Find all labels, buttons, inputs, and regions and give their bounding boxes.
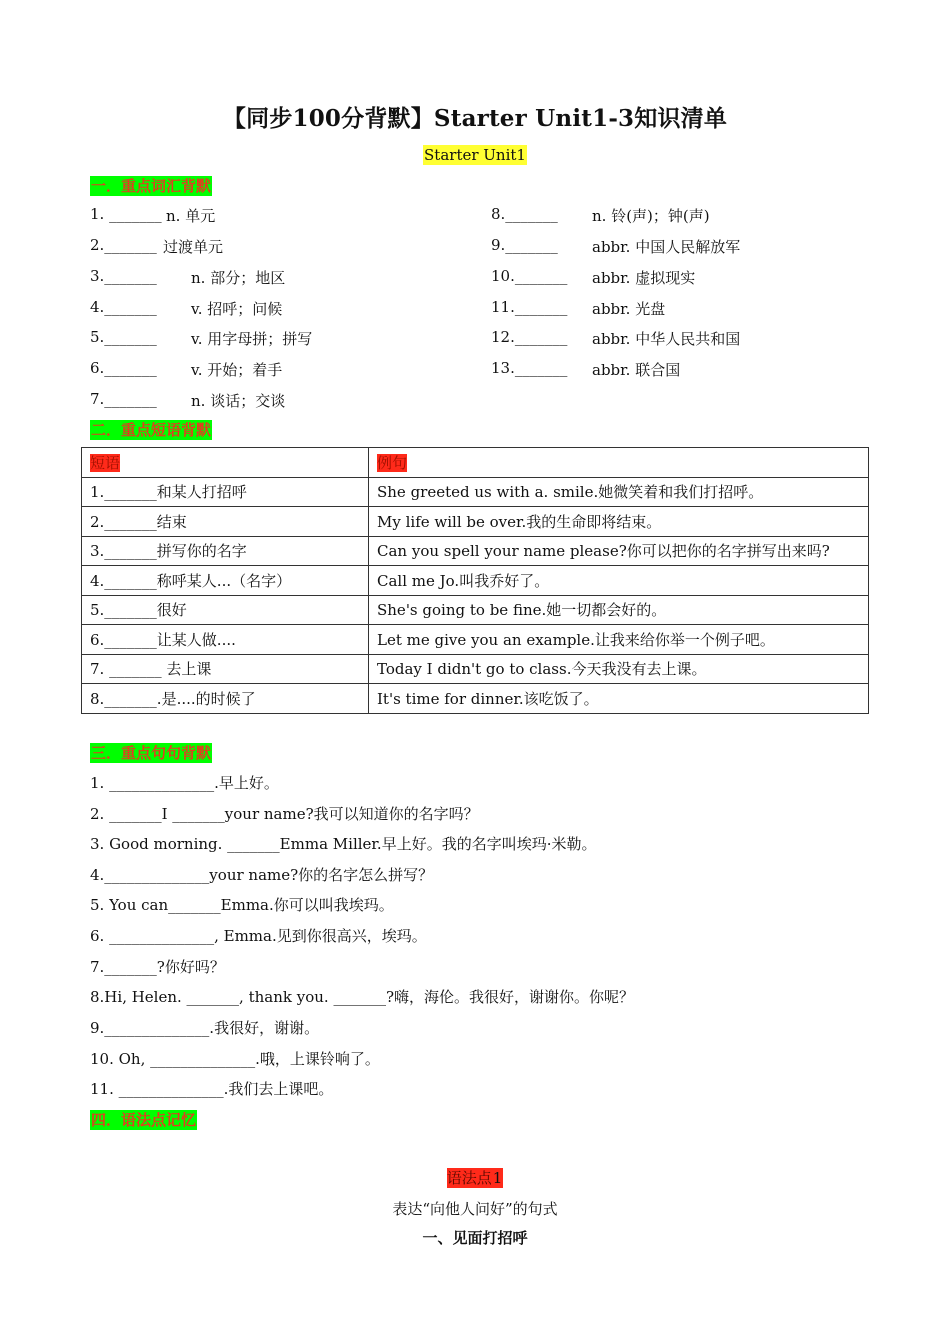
table-row [82,625,869,655]
table-row [82,654,869,684]
phrase-cell: 4._______称呼某人...（名字） [82,566,369,596]
phrase-cell: 6._______让某人做.... [82,625,369,655]
section-vocab-text: 一．重点词汇背默 [91,177,212,195]
table-row [82,684,869,714]
table-header-row [82,448,869,478]
sentence-item: 9.______________.我很好，谢谢。 [90,1019,320,1037]
vocab-item-number: 12._______ [491,328,568,346]
sentence-item: 5. You can_______Emma.你可以叫我埃玛。 [90,896,394,914]
section-phrases-heading [90,419,212,440]
table-row [82,477,869,507]
vocab-item-definition: abbr. 虚拟现实 [592,269,696,287]
table-row [82,566,869,596]
table-header-cell [369,448,869,478]
example-cell: She greeted us with a. smile.她微笑着和我们打招呼。 [369,477,869,507]
vocab-item-definition: v. 用字母拼；拼写 [191,330,313,348]
vocab-item-definition: v. 招呼；问候 [191,300,283,318]
grammar-point-badge: 语法点 [446,1169,492,1187]
vocab-item-number: 4._______ [90,298,157,316]
grammar-point-number: 1 [492,1169,503,1187]
vocab-item-definition: 过渡单元 [163,238,224,256]
vocab-item-number: 1. _______ [90,205,162,223]
phrase-cell: 2._______结束 [82,507,369,537]
table-header-cell [82,448,369,478]
vocab-item-definition: n. 部分；地区 [191,269,286,287]
table-row [82,595,869,625]
table-row [82,507,869,537]
section-sentences-heading [90,742,212,763]
phrase-cell: 7. _______ 去上课 [82,654,369,684]
example-cell: It's time for dinner.该吃饭了。 [369,684,869,714]
sentence-item: 6. ______________, Emma.见到你很高兴，埃玛。 [90,927,427,945]
sentence-item: 2. _______I _______your name?我可以知道你的名字吗？ [90,805,479,823]
vocab-item-definition: abbr. 光盘 [592,300,666,318]
sentence-item: 4.______________your name?你的名字怎么拼写？ [90,866,434,884]
grammar-point-subtitle: 表达“向他人问好”的句式 [392,1200,558,1218]
sentence-item: 11. ______________.我们去上课吧。 [90,1080,334,1098]
example-cell: Today I didn't go to class.今天我没有去上课。 [369,654,869,684]
vocab-item-number: 11._______ [491,298,568,316]
section-vocab-heading [90,175,212,196]
vocab-item-definition: n. 单元 [166,207,216,225]
sentence-item: 7._______?你好吗？ [90,958,225,976]
sentence-item: 1. ______________.早上好。 [90,774,279,792]
header-phrase: 短语 [90,453,121,472]
example-cell: My life will be over.我的生命即将结束。 [369,507,869,537]
phrase-cell: 5._______很好 [82,595,369,625]
phrase-cell: 1._______和某人打招呼 [82,477,369,507]
vocab-item-number: 9._______ [491,236,558,254]
unit-label-text: Starter Unit1 [424,146,526,164]
example-cell: Call me Jo.叫我乔好了。 [369,566,869,596]
vocab-item-number: 7._______ [90,390,157,408]
header-example: 例句 [377,453,408,472]
section-grammar-text: 四．语法点记忆 [91,1111,197,1129]
example-cell: Let me give you an example.让我来给你举一个例子吧。 [369,625,869,655]
section-grammar-heading [90,1109,197,1130]
vocab-item-definition: abbr. 中国人民解放军 [592,238,741,256]
phrase-table [81,447,869,714]
phrase-cell: 3._______拼写你的名字 [82,536,369,566]
sentence-item: 10. Oh, ______________.哦，上课铃响了。 [90,1050,380,1068]
vocab-item-definition: abbr. 中华人民共和国 [592,330,741,348]
vocab-item-number: 8._______ [491,205,558,223]
unit-label [0,146,950,164]
vocab-item-definition: v. 开始；着手 [191,361,283,379]
vocab-item-definition: n. 谈话；交谈 [191,392,286,410]
example-cell: She's going to be fine.她一切都会好的。 [369,595,869,625]
sentence-item: 8.Hi, Helen. _______, thank you. _______?嗨，海伦。我很好，谢谢你。你呢？ [90,988,634,1006]
section-sentences-text: 三．重点句句背默 [91,744,212,762]
vocab-item-definition: abbr. 联合国 [592,361,681,379]
phrase-cell: 8._______.是....的时候了 [82,684,369,714]
page-title: 【同步100分背默】Starter Unit1-3知识清单 [222,105,728,132]
vocab-item-number: 6._______ [90,359,157,377]
vocab-item-number: 5._______ [90,328,157,346]
vocab-item-number: 3._______ [90,267,157,285]
vocab-item-definition: n. 铃(声)；钟(声) [592,207,710,225]
example-cell: Can you spell your name please?你可以把你的名字拼写出来吗? [369,536,869,566]
vocab-item-number: 13._______ [491,359,568,377]
vocab-item-number: 2._______ [90,236,157,254]
table-row [82,536,869,566]
grammar-point-heading: 一、见面打招呼 [422,1229,528,1247]
vocab-item-number: 10._______ [491,267,568,285]
sentence-item: 3. Good morning. _______Emma Miller.早上好。我的名字叫埃玛·米勒。 [90,835,597,853]
grammar-point-label [0,1167,950,1188]
section-phrases-text: 二．重点短语背默 [91,421,212,439]
